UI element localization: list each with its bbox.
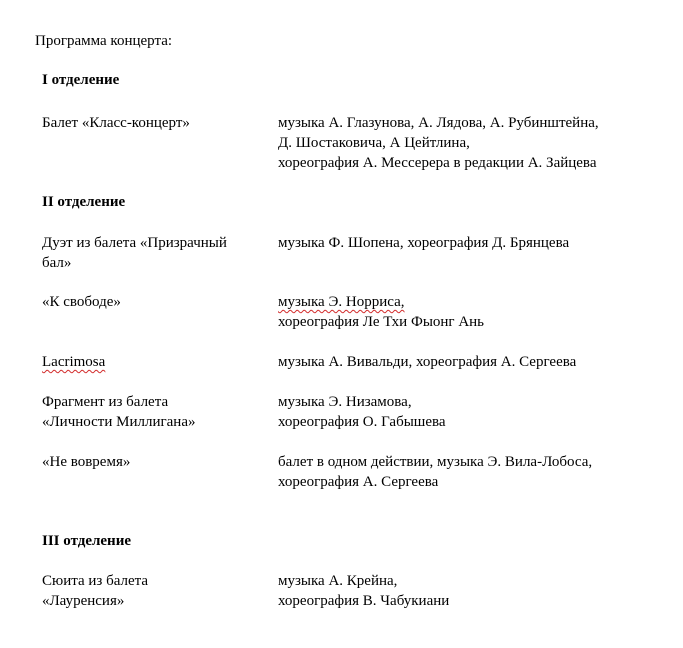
page-title: Программа концерта:	[35, 33, 173, 49]
work-title: Сюита из балета «Лауренсия»	[42, 573, 149, 609]
work-credits: музыка А. Крейна, хореография В. Чабукиани	[278, 573, 450, 609]
work-credits: музыка Ф. Шопена, хореография Д. Брянцева	[278, 235, 570, 251]
work-title: «Не вовремя»	[42, 454, 131, 470]
work-credits: музыка А. Глазунова, А. Лядова, А. Рубинштейна, Д. Шостаковича, А Цейтлина, хореография А. Мессерера в редакции А. Зайцева	[278, 115, 599, 171]
work-title: Балет «Класс-концерт»	[42, 115, 190, 131]
work-title: «К свободе»	[42, 294, 121, 310]
work-credits: музыка Э. Норриса, хореография Ле Тхи Фыонг Ань	[278, 294, 485, 330]
work-credits: музыка А. Вивальди, хореография А. Сергеева	[278, 354, 577, 370]
work-credits: балет в одном действии, музыка Э. Вила-Лобоса, хореография А. Сергеева	[278, 454, 593, 490]
work-title: Lacrimosa	[42, 354, 106, 370]
section-heading-3: III отделение	[42, 533, 131, 549]
section-heading-2: II отделение	[42, 194, 126, 210]
section-heading-1: I отделение	[42, 72, 120, 88]
work-credits: музыка Э. Низамова, хореография О. Габышева	[278, 394, 446, 430]
work-title: Дуэт из балета «Призрачный бал»	[42, 235, 227, 271]
work-title: Фрагмент из балета «Личности Миллигана»	[42, 394, 196, 430]
